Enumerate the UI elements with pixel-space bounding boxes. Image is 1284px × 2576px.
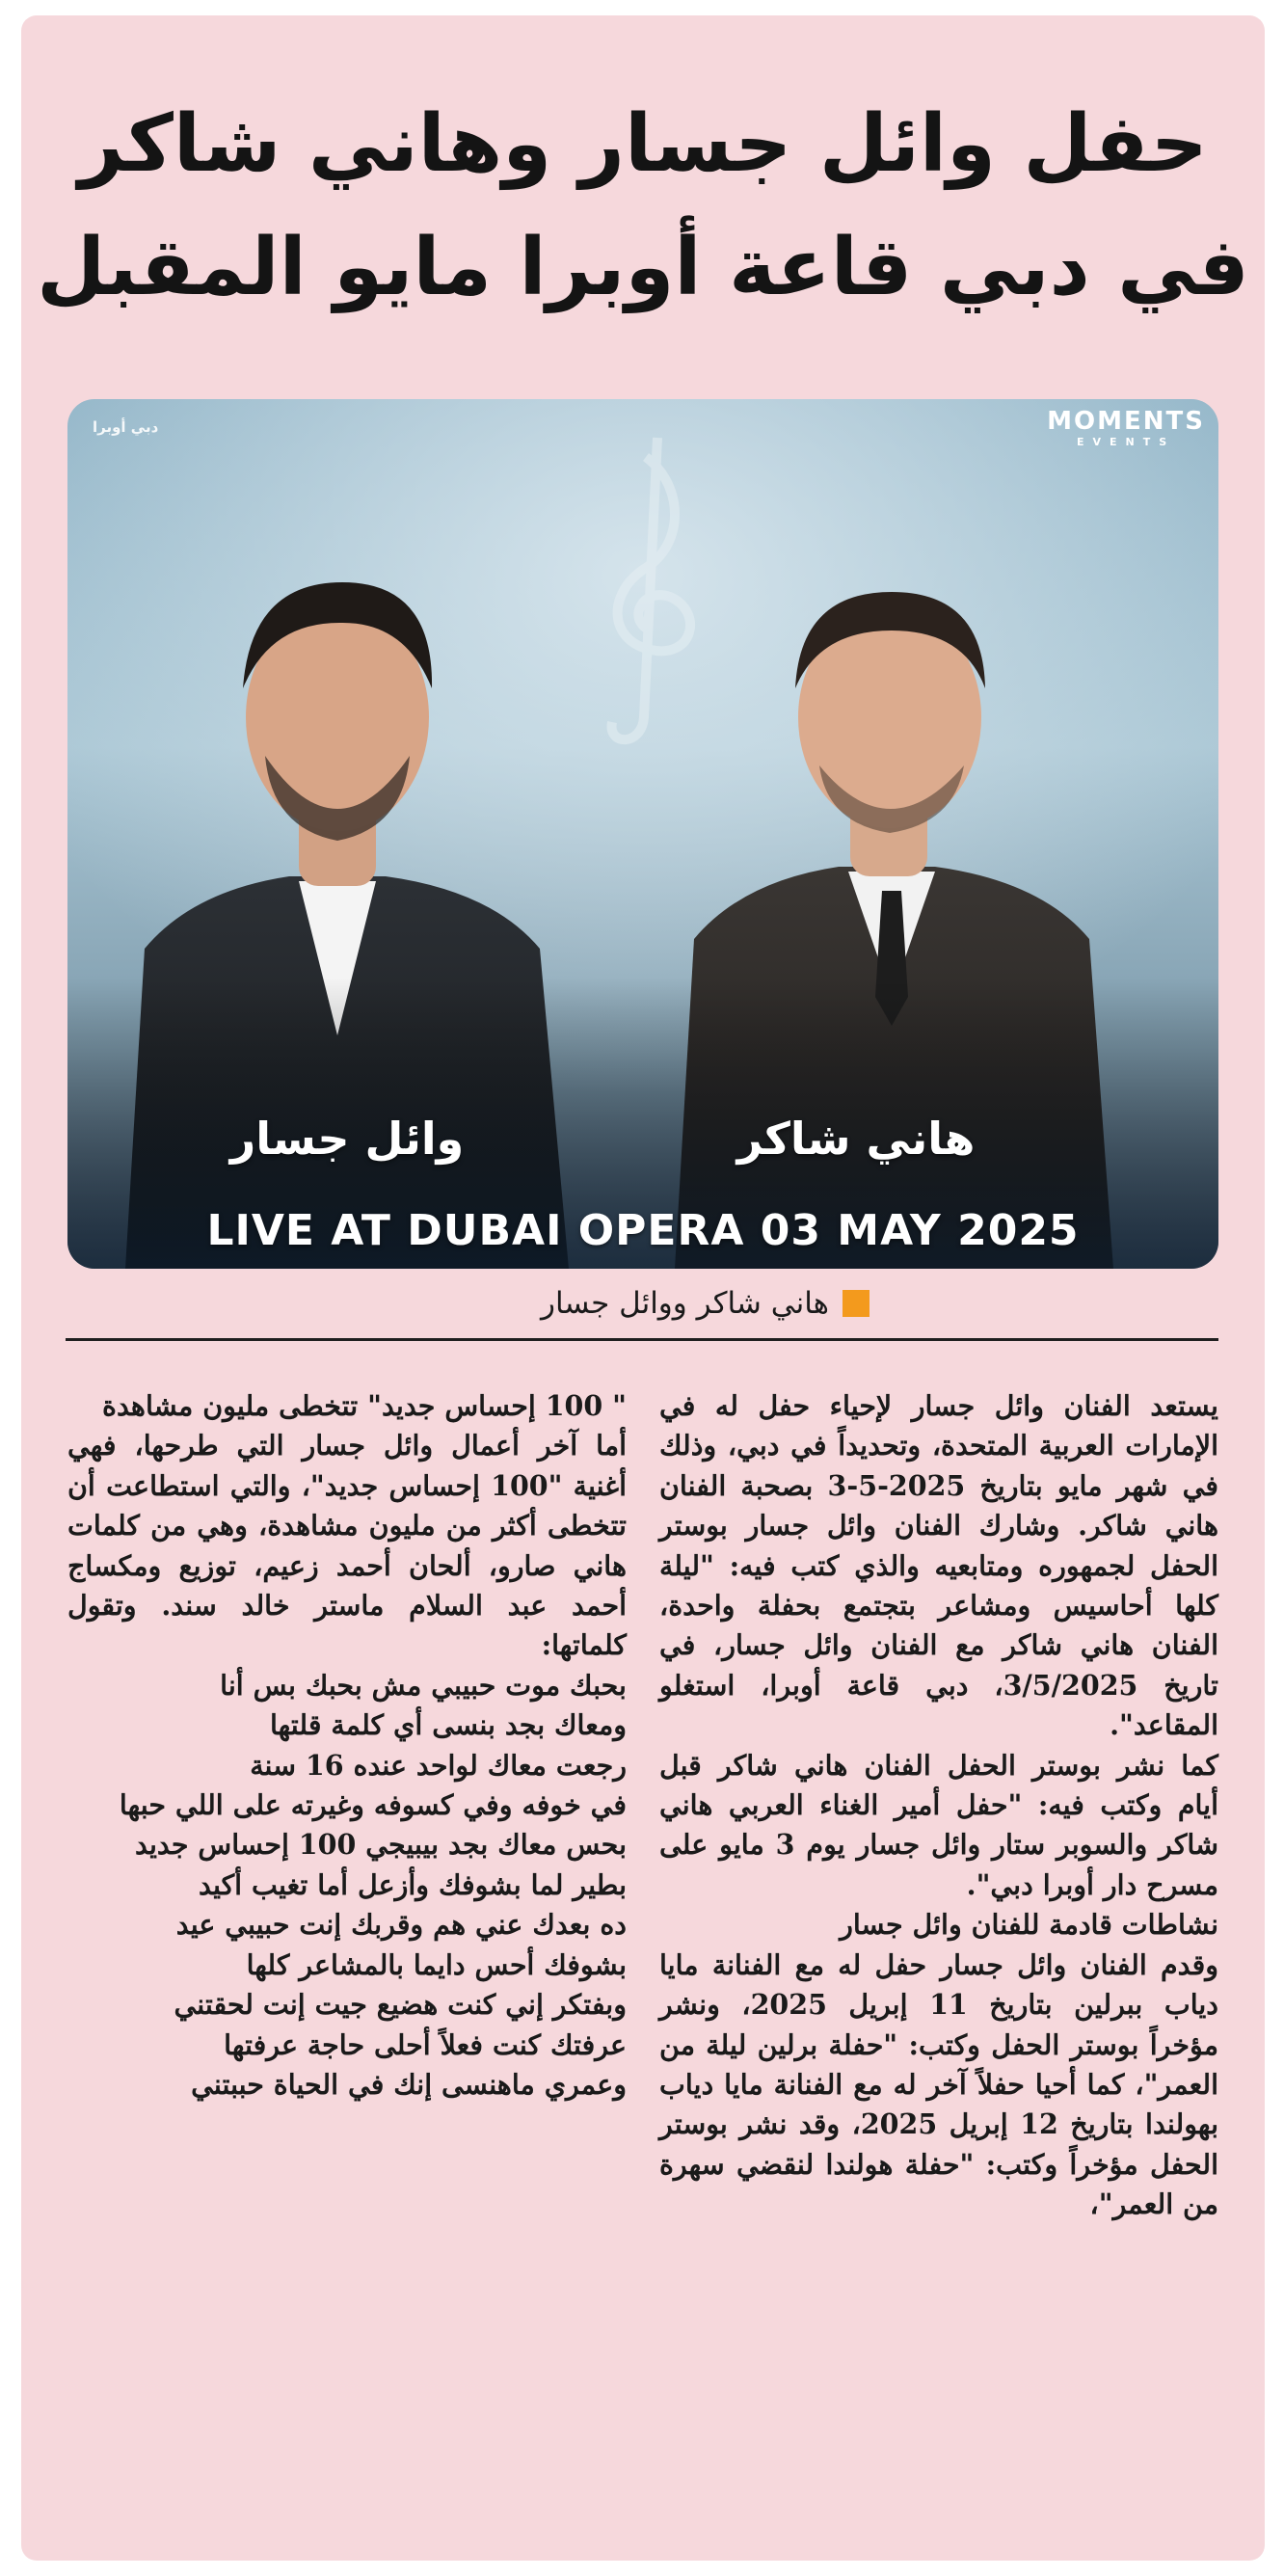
photo-caption (541, 1286, 869, 1321)
logo-main-text: MOMENTS (1047, 407, 1205, 436)
lyric-line: بحبك موت حبيبي مش بحبك بس أنا (220, 1668, 627, 1702)
article-paragraph: أما آخر أعمال وائل جسار التي طرحها، فهي أغنية "100 إحساس جديد"، والتي استطاعت أن تتخطى أكثر من مليون مشاهدة، وهي من كلمات هاني صارو، ألحان أحمد زعيم، توزيع ومكساج أحمد عبد السلام ماستر خالد سند. وتقول كلماتها: (67, 1429, 627, 1662)
lyric-line: وبفتكر إني كنت هضيع جيت إنت لحقتني (174, 1988, 627, 2022)
article-paragraph: يستعد الفنان وائل جسار لإحياء حفل له في الإمارات العربية المتحدة، وتحديداً في دبي، وذلك في شهر مايو بتاريخ 2025-5-3 بصحبة الفنان هاني شاكر. وشارك الفنان وائل جسار بوستر الحفل لجمهوره ومتابعيه والذي كتب فيه: "ليلة كلها أحاسيس ومشاعر بتجتمع بحفلة واحدة، الفنان هاني شاكر مع الفنان وائل جسار، في تاريخ 3/5/2025، دبي قاعة أوبرا، استغلو المقاعد". (659, 1389, 1218, 1742)
article-right-column (659, 1386, 1218, 2225)
lyric-line: عرفتك كنت فعلاً أحلى حاجة عرفتها (224, 2027, 627, 2061)
moments-events-logo (1047, 407, 1205, 448)
article-left-column (67, 1386, 627, 2105)
headline-line-2: في دبي قاعة أوبرا مايو المقبل (37, 222, 1249, 313)
caption-square-icon (843, 1290, 869, 1317)
name-label-wael-jassar: وائل جسار (229, 1113, 465, 1165)
concert-poster-photo (67, 399, 1218, 1269)
lyric-line: بشوفك أحس دايما بالمشاعر كلها (246, 1947, 627, 1981)
newspaper-page (21, 15, 1265, 2561)
lyric-line: رجعت معاك لواحد عنده 16 سنة (250, 1748, 627, 1782)
caption-text: هاني شاكر ووائل جسار (541, 1286, 829, 1321)
dubai-opera-logo: دبي أوبرا (93, 418, 159, 436)
lyric-line: ده بعدك عني هم وقربك إنت حبيبي عيد (175, 1908, 627, 1942)
headline-line-1: حفل وائل جسار وهاني شاكر (78, 98, 1208, 190)
article-paragraph: كما نشر بوستر الحفل الفنان هاني شاكر قبل أيام وكتب فيه: "حفل أمير الغناء العربي هاني شاكر والسوبر ستار وائل جسار يوم 3 مايو على مسرح دار أوبرا دبي". (659, 1748, 1218, 1901)
lyric-line: وعمري ماهنسى إنك في الحياة حببتني (191, 2067, 627, 2101)
lyric-line: ومعاك بجد بنسى أي كلمة قلتها (269, 1708, 627, 1742)
live-at-dubai-opera-banner: LIVE AT DUBAI OPERA 03 MAY 2025 (206, 1206, 1080, 1255)
headline (21, 83, 1265, 330)
caption-divider (66, 1338, 1218, 1341)
article-subheading: " 100 إحساس جديد" تتخطى مليون مشاهدة (102, 1389, 627, 1422)
article-subheading: نشاطات قادمة للفنان وائل جسار (840, 1908, 1218, 1942)
logo-sub-text: EVENTS (1076, 436, 1176, 448)
name-label-hany-shaker: هاني شاكر (736, 1113, 976, 1165)
lyric-line: بطير لما بشوفك وأزعل أما تغيب أكيد (199, 1867, 627, 1901)
lyric-line: في خوفه وفي كسوفه وغيرته على اللي حبها (119, 1788, 627, 1822)
lyric-line: بحس معاك بجد بيبيجي 100 إحساس جديد (135, 1828, 627, 1862)
article-paragraph: وقدم الفنان وائل جسار حفل له مع الفنانة مايا دياب ببرلين بتاريخ 11 إبريل 2025، ونشر مؤخراً بوستر الحفل وكتب: "حفلة برلين ليلة من العمر"، كما أحيا حفلاً آخر له مع الفنانة مايا دياب بهولندا بتاريخ 12 إبريل 2025، وقد نشر بوستر الحفل مؤخراً وكتب: "حفلة هولندا لنقضي سهرة من العمر"، (659, 1947, 1219, 2221)
